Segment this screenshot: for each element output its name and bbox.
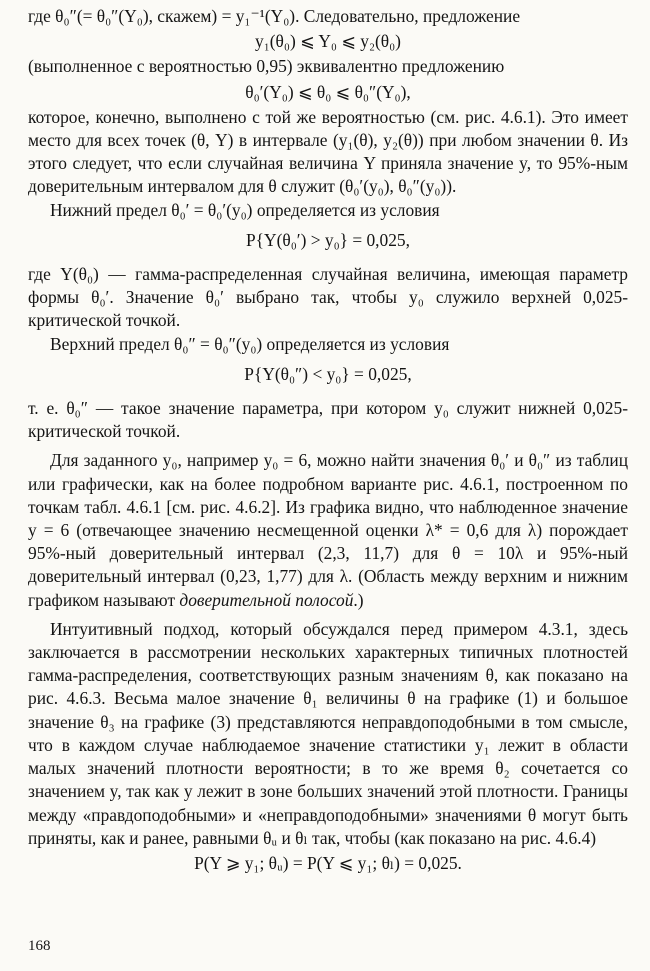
- page-number: 168: [28, 938, 51, 954]
- paragraph-1: где θ₀″(= θ₀″(Y₀), скажем) = y₁⁻¹(Y₀). Следовательно, предложение: [28, 6, 521, 26]
- formula-5: P(Y ⩾ y₁; θᵤ) = P(Y ⩽ y₁; θₗ) = 0,025.: [194, 852, 462, 873]
- formula-4: P{Y(θ₀″) < y₀} = 0,025,: [244, 363, 412, 384]
- formula-2: θ₀′(Y₀) ⩽ θ₀ ⩽ θ₀″(Y₀),: [245, 81, 411, 102]
- paragraph-8-text: Для заданного y₀, например y₀ = 6, можно найти значения θ₀′ и θ₀″ из таблиц или графически, как на более подробном варианте рис. 4.6.1, построенном по точкам табл. 4.6.1 [см. рис. 4.6.2]. Из графика видно, что наблюденное значение y = 6 (отвечающее значению несмещенной оценки λ* = 0,6 для λ) порождает 95%-ный доверительный интервал (2,3, 11,7) для θ = 10λ и 95%-ный доверительный интервал (0,23, 1,77) для λ. (Область между верхним и нижним графиком называют: [28, 450, 628, 610]
- paragraph-8-tail: .): [353, 589, 364, 610]
- paragraph-2: (выполненное с вероятностью 0,95) эквивалентно предложению: [28, 56, 505, 77]
- paragraph-9: Интуитивный подход, который обсуждался перед примером 4.3.1, здесь заключается в рассмотрении нескольких характерных типичных плотностей гамма-распределения, соответствующих разным значениям θ, как показано на рис. 4.6.3. Весьма малое значение θ₁ величины θ на графике (1) и большое значение θ₃ на графике (3) представляются неправдоподобными в том смысле, что в каждом случае наблюдаемое значение статистики y₁ лежит в области малых значений плотности вероятности; в то же время θ₂ сочетается со значением y, так как y лежит в зоне больших значений этой плотности. Границы между «правдоподобными» и «неправдоподобными» значениями θ могут быть приняты, как и ранее, равными θᵤ и θₗ так, чтобы (как показано на рис. 4.6.4): [28, 618, 628, 848]
- paragraph-6: Верхний предел θ₀″ = θ₀″(y₀) определяется из условия: [50, 333, 450, 354]
- paragraph-7: т. е. θ₀″ — такое значение параметра, при котором y₀ служит нижней 0,025-критической точкой.: [28, 398, 628, 442]
- formula-3: P{Y(θ₀′) > y₀} = 0,025,: [246, 229, 410, 250]
- paragraph-3: которое, конечно, выполнено с той же вероятностью (см. рис. 4.6.1). Это имеет место для всех точек (θ, Y) в интервале (y₁(θ), y₂(θ)) при любом значении θ. Из этого следует, что если случайная величина Y приняла значение y, то 95%-ным доверительным интервалом для θ служит (θ₀′(y₀), θ₀″(y₀)).: [28, 106, 628, 197]
- paragraph-5: где Y(θ₀) — гамма-распределенная случайная величина, имеющая параметр формы θ₀′. Значение θ₀′ выбрано так, чтобы y₀ служило верхней 0,025-критической точкой.: [28, 264, 628, 331]
- confidence-band-term: доверительной полосой: [179, 589, 354, 610]
- formula-1: y₁(θ₀) ⩽ Y₀ ⩽ y₂(θ₀): [255, 31, 401, 52]
- page-text: [28, 5, 628, 877]
- paragraph-4: Нижний предел θ₀′ = θ₀′(y₀) определяется из условия: [50, 199, 440, 220]
- paragraph-8: [28, 449, 628, 611]
